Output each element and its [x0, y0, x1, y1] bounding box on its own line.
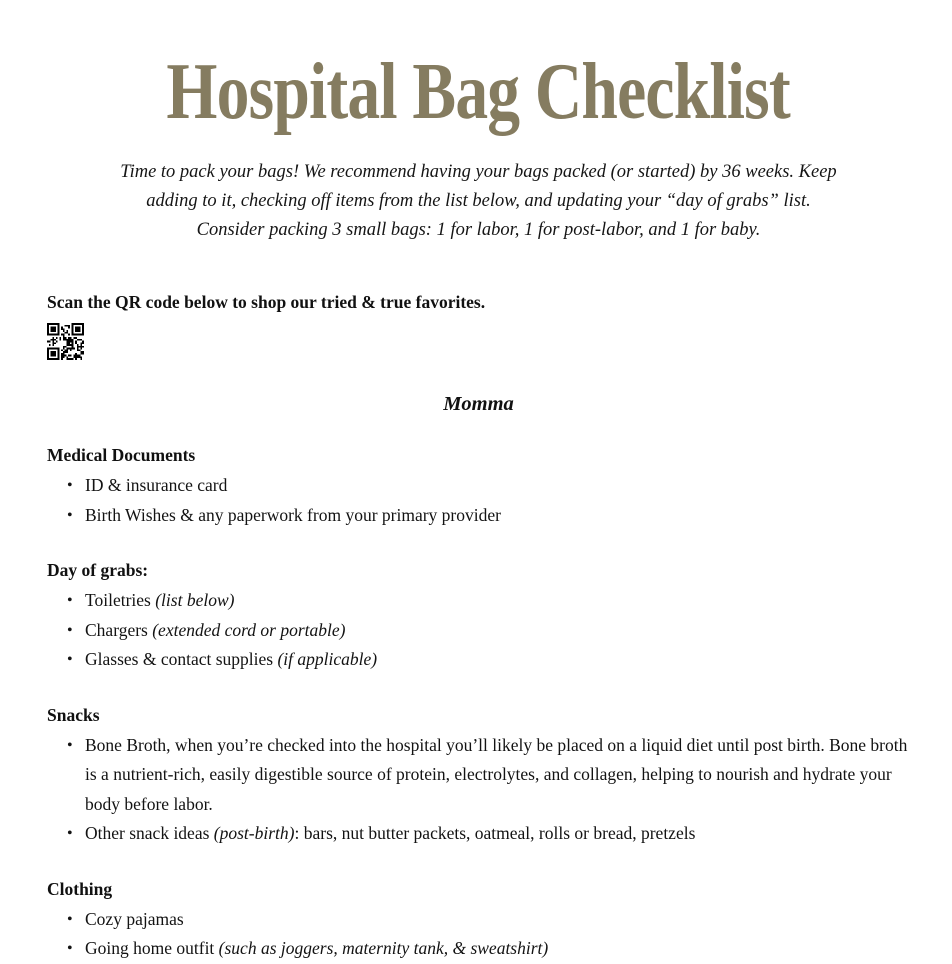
checklist-item	[85, 645, 910, 675]
item-text: : bars, nut butter packets, oatmeal, rolls or bread, pretzels	[294, 823, 696, 843]
section-heading: Day of grabs:	[47, 560, 149, 580]
item-text: Toiletries	[85, 590, 156, 610]
checklist	[47, 471, 910, 530]
item-note: (list below)	[155, 590, 235, 610]
section-snacks	[47, 705, 910, 849]
checklist-item	[85, 905, 910, 935]
intro-text	[47, 158, 910, 245]
item-note: (such as joggers, maternity tank, & sweatshirt)	[218, 938, 549, 958]
item-text: Birth Wishes & any paperwork from your primary provider	[85, 504, 501, 525]
checklist-item	[85, 731, 910, 820]
section-day-of-grabs	[47, 560, 910, 675]
checklist-item	[85, 819, 910, 849]
item-text: Glasses & contact supplies	[85, 649, 278, 669]
section-clothing	[47, 879, 910, 964]
item-text: Other snack ideas	[85, 823, 214, 843]
checklist-item	[85, 586, 910, 616]
qr-caption: Scan the QR code below to shop our tried & true favorites.	[47, 292, 486, 312]
page-title: Hospital Bag Checklist	[166, 48, 791, 136]
item-text: Bone Broth, when you’re checked into the hospital you’ll likely be placed on a liquid diet until post birth. Bone broth is a nutrient-rich, easily digestible source of protein, electrolytes, and collagen, helping to nourish and hydrate your body before labor.	[85, 734, 908, 814]
checklist-item	[85, 471, 910, 501]
checklist	[47, 586, 910, 675]
item-note: (extended cord or portable)	[152, 619, 346, 640]
item-text: Chargers	[85, 619, 153, 640]
checklist	[47, 731, 910, 849]
intro-line: Time to pack your bags! We recommend having your bags packed (or started) by 36 weeks. Keep	[120, 162, 837, 182]
checklist-item	[85, 501, 910, 531]
item-note: (if applicable)	[277, 649, 378, 669]
item-text: Cozy pajamas	[85, 908, 184, 929]
momma-heading: Momma	[443, 393, 514, 415]
intro-line: Consider packing 3 small bags: 1 for labor, 1 for post-labor, and 1 for baby.	[196, 220, 761, 240]
checklist-item	[85, 616, 910, 646]
checklist	[47, 905, 910, 964]
checklist-item	[85, 934, 910, 964]
page-title-wrap	[47, 50, 910, 134]
item-text: ID & insurance card	[85, 475, 228, 495]
section-heading: Medical Documents	[47, 445, 196, 465]
section-medical-documents	[47, 445, 910, 530]
section-heading: Clothing	[47, 878, 113, 899]
item-text: Going home outfit	[85, 938, 219, 958]
intro-line: adding to it, checking off items from the list below, and updating your “day of grabs” list.	[146, 191, 811, 211]
qr-code	[47, 323, 84, 360]
item-note: (post-birth)	[213, 823, 295, 843]
section-heading: Snacks	[47, 704, 100, 725]
